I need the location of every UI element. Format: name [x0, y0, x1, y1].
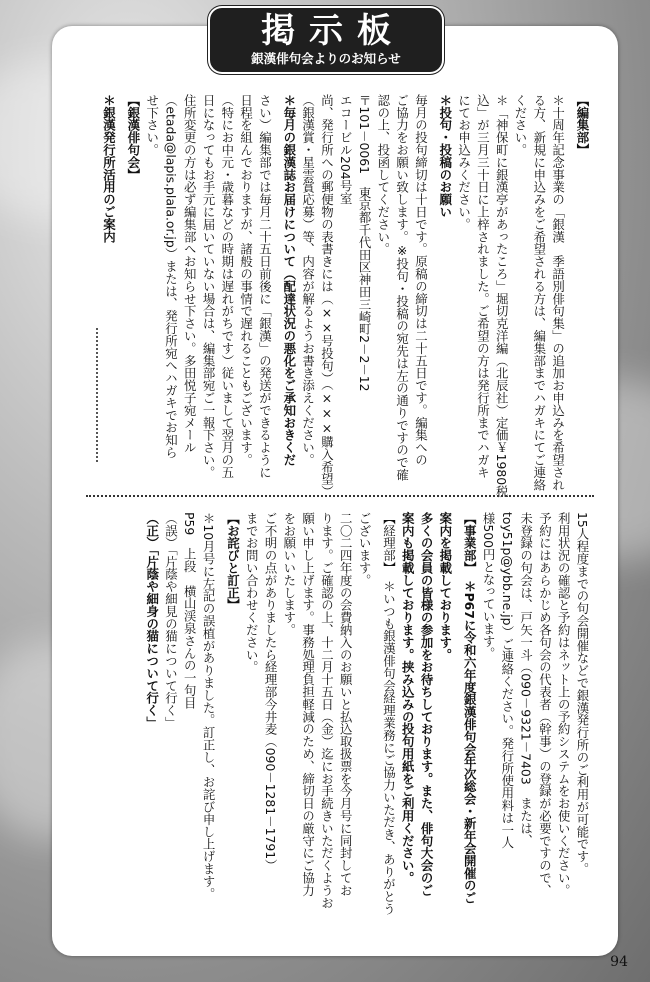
upper-text-column: ＊「神保町に銀漢亭があったころ」堀切克洋編（北辰社）定価￥1980税 — [494, 94, 510, 498]
upper-text-column: エコービル204号室 — [338, 94, 354, 205]
bulletin-banner — [210, 8, 442, 72]
upper-text-column: さい）編集部では毎月二十五日前後に「銀漢」の発送ができるように — [257, 94, 273, 479]
upper-text-column: ＊十周年記念事業の「銀漢 季語別俳句集」の追加お申込みを希望され — [550, 94, 566, 491]
upper-text-column: せ下さい。 — [144, 94, 160, 156]
upper-text-column: ＊毎月の銀漢誌お届けについて（配達状況の悪化をご承知おきくだ — [281, 94, 297, 466]
upper-text-column: 【編集部】 — [575, 94, 590, 156]
upper-text-column: ご協力をお願い致します。※投句・投稿の宛先は左の通りですので確 — [394, 94, 410, 481]
banner-title: 掲示板 — [261, 11, 405, 51]
lower-text-column: toy51p@ybb.ne.jp）ご連絡ください。発行所使用料は一人 — [499, 512, 515, 849]
upper-text-column: ＊投句・投稿のお願い — [437, 94, 453, 218]
upper-text-column: 日程を組んでおりますが、諸般の事情で遅れることもございます。 — [238, 94, 254, 466]
lower-text-column: 【お詫びと訂正】 — [225, 512, 241, 612]
lower-text-column: （誤）「片蔭や細見の猫について行く」 — [163, 512, 179, 729]
upper-text-column: にてお申込みください。 — [456, 94, 472, 231]
upper-text-column: 〒101－0061 東京都千代田区神田三崎町2－2－12 — [357, 94, 373, 392]
upper-text-column: （etada@lapis.plala.or.jp）または、発行所宛へハガキでお知ら — [163, 94, 179, 459]
upper-text-column: 尚、発行所への郵便物の表書きには（××号投句）（×××購入希望） — [319, 94, 335, 498]
upper-text-column: 日になってもお手元に届いていない場合は、編集部宛ご一報下さい。 — [201, 94, 217, 479]
upper-text-column: （特にお中元・歳暮などの時期は遅れがちです）従いまして翌月の五 — [219, 94, 235, 479]
upper-text-column: 【銀漢俳句会】 — [125, 94, 141, 181]
lower-text-column: をお願いいたします。 — [281, 512, 297, 636]
upper-text-column: 住所変更の方は必ず編集部へお知らせ下さい。多田悦子宛メール — [182, 94, 198, 454]
lower-text-column: 様500円となっています。 — [481, 512, 497, 660]
lower-text-column: 案内を掲載しております。 — [437, 512, 453, 661]
banner-subtitle: 銀漢俳句会よりのお知らせ — [251, 51, 401, 66]
lower-text-column: 願い申し上げます。事務処理負担軽減のため、締切日の厳守にご協力 — [300, 512, 316, 897]
lower-text-column: 二〇二四年度の会費納入のお願いと払込取扱票を今月号に同封してお — [338, 512, 354, 897]
lower-notices — [141, 512, 590, 932]
lower-text-column: までお問い合わせください。 — [244, 512, 260, 674]
upper-notices — [92, 94, 590, 498]
section-divider — [86, 495, 594, 497]
lower-text-column: 未登録の句会は、戸矢一斗（090－9321－7403 または、 — [518, 512, 534, 847]
lower-text-column: ございます。 — [357, 512, 373, 587]
page-number: 94 — [610, 954, 628, 970]
column-divider — [96, 328, 98, 462]
lower-text-column: ります。ご確認の上、十二月十五日（金）迄にお手続きいただくようお — [319, 512, 335, 909]
upper-text-column: 認の上、投函してください。 — [375, 94, 391, 256]
lower-text-column: ご不明の点がありましたら経理部今井麦（090－1281－1791） — [263, 512, 279, 872]
upper-text-column: ください。 — [513, 94, 528, 156]
upper-text-column: （銀漢賞・星雲賞応募）等、内容が解るようお書き添えください。 — [300, 94, 316, 466]
lower-text-column: 予約にはあらかじめ各句会の代表者（幹事）の登録が必要ですので、 — [537, 512, 553, 897]
lower-text-column: 多くの会員の皆様の参加をお待ちしております。また、俳句大会のご — [419, 512, 435, 897]
upper-text-column: ＊銀漢発行所活用のご案内 — [101, 94, 117, 243]
lower-text-column: 【経理部】 ＊いつも銀漢俳句会経理業務にご協力いただき、ありがとう — [381, 512, 397, 915]
upper-text-column: 毎月の投句締切は十日です。原稿の締切は二十五日です。編集への — [413, 94, 429, 466]
lower-text-column: ＊10月号に左記の誤植がありました。訂正し、お詫び申し上げます。 — [201, 512, 217, 900]
lower-text-column: 15人程度までの句会開催などで銀漢発行所のご利用が可能です。 — [575, 512, 590, 875]
lower-text-column: 利用状況の確認と予約はネット上の予約システムをお使いください。 — [556, 512, 572, 897]
lower-text-column: P59 上段 横山渓泉さんの一句目 — [182, 512, 198, 709]
upper-text-column: る方、新規に申込みをご希望される方は、編集部までハガキにてご連絡 — [531, 94, 547, 491]
lower-text-column: 案内も掲載しております。挟み込みの投句用紙をご利用ください。 — [400, 512, 416, 884]
lower-text-column: 【事業部】 ＊P67に令和六年度銀漢俳句会年次総会・新年会開催のご — [462, 512, 478, 905]
upper-text-column: 込」が三月三十日に上梓されました。ご希望の方は発行所までハガキ — [475, 94, 491, 479]
lower-text-column: （正）「片蔭や細身の猫について行く」 — [144, 512, 160, 729]
